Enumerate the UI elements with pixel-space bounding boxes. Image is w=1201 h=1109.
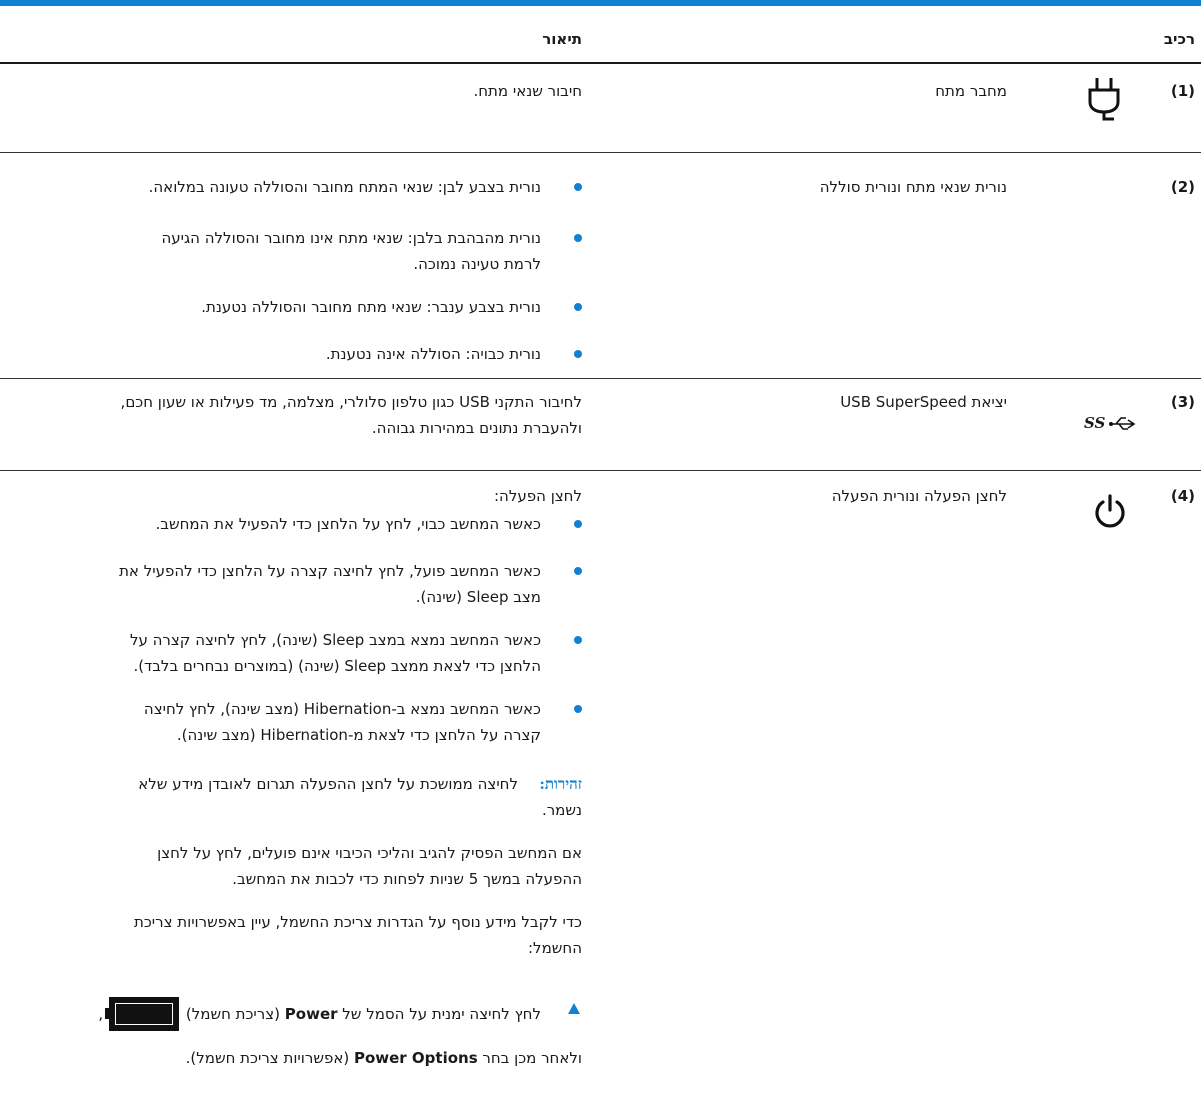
paragraph-text: ההפעלה במשך 5 שניות לפחות כדי לכבות את המחשב. [232, 870, 582, 888]
bullet-text: כאשר המחשב נמצא במצב Sleep (שינה), לחץ לחיצה קצרה על [129, 631, 541, 649]
usb-superspeed-icon [1084, 413, 1144, 435]
component-name: יציאת USB SuperSpeed [840, 393, 1007, 411]
paragraph-text: החשמל: [528, 939, 582, 957]
paragraph-text: אם המחשב הפסיק להגיב והליכי הכיבוי אינם פועלים, לחץ על לחצן [157, 844, 582, 862]
power-plug-icon [1088, 76, 1120, 122]
step-line-2 [186, 1045, 582, 1071]
caution-text: נשמר. [541, 801, 582, 819]
row-divider [0, 152, 1201, 153]
row-number: (1) [1170, 82, 1195, 100]
bullet-icon [574, 636, 582, 644]
step-bold-power: Power [284, 1005, 338, 1023]
row-number: (3) [1170, 393, 1195, 411]
caution-text: לחיצה ממושכת על לחצן ההפעלה תגרום לאובדן מידע שלא [138, 775, 518, 793]
caution-label: זהירות: [539, 775, 582, 793]
description-text: חיבור שנאי מתח. [473, 82, 582, 100]
bullet-text: קצרה על הלחצן כדי לצאת מ-Hibernation (מצב שינה). [176, 726, 541, 744]
bullet-text: כאשר המחשב נמצא ב-Hibernation (מצב שינה), לחץ לחיצה [143, 700, 541, 718]
header-divider [0, 62, 1201, 64]
step-bold-power-options: Power Options [353, 1049, 478, 1067]
paragraph-text: כדי לקבל מידע נוסף על הגדרות צריכת החשמל, עיין באפשרויות צריכת [133, 913, 582, 931]
description-text: ולהעברת נתונים במהירות גבוהה. [371, 419, 582, 437]
power-button-icon [1092, 493, 1128, 529]
component-name: מחבר מתח [935, 82, 1007, 100]
step-triangle-icon [568, 1003, 580, 1014]
step-text: (אפשרויות צריכת חשמל). [185, 1049, 354, 1067]
bullet-text: נורית מהבהבת בלבן: שנאי מתח אינו מחובר והסוללה הגיעה [161, 229, 541, 247]
component-name: לחצן הפעלה ונורית הפעלה [831, 487, 1007, 505]
row-divider [0, 378, 1201, 379]
usb-ss-label: SS [1084, 414, 1106, 432]
step-text: , [98, 1005, 104, 1023]
bullet-text: הלחצן כדי לצאת ממצב Sleep (שינה) (במוצרים נבחרים בלבד). [133, 657, 541, 675]
description-text: לחיבור התקני USB כגון טלפון סלולרי, מצלמה, מד פעילות או שעון חכם, [120, 393, 582, 411]
bullet-text: נורית כבויה: הסוללה אינה נטענת. [325, 345, 541, 363]
row-number: (2) [1170, 178, 1195, 196]
bullet-icon [574, 520, 582, 528]
step-text: לחץ לחיצה ימנית על הסמל של [337, 1005, 541, 1023]
row-number: (4) [1170, 487, 1195, 505]
bullet-text: מצב Sleep (שינה). [415, 588, 541, 606]
bullet-icon [574, 567, 582, 575]
description-intro: לחצן הפעלה: [493, 487, 582, 505]
header-description: תיאור [542, 30, 582, 48]
bullet-text: לרמת טעינה נמוכה. [413, 255, 541, 273]
bullet-text: כאשר המחשב כבוי, לחץ על הלחצן כדי להפעיל את המחשב. [155, 515, 541, 533]
bullet-text: נורית בצבע לבן: שנאי המתח מחובר והסוללה טעונה במלואה. [148, 178, 541, 196]
header-component: רכיב [1163, 30, 1195, 48]
top-accent-bar [0, 0, 1201, 6]
bullet-icon [574, 234, 582, 242]
row-divider [0, 470, 1201, 471]
bullet-icon [574, 183, 582, 191]
component-name: נורית שנאי מתח ונורית סוללה [819, 178, 1007, 196]
bullet-icon [574, 303, 582, 311]
step-text: ולאחר מכן בחר [477, 1049, 582, 1067]
bullet-text: כאשר המחשב פועל, לחץ לחיצה קצרה על הלחצן כדי להפעיל את [119, 562, 541, 580]
step-line-1 [98, 996, 541, 1032]
step-text: (צריכת חשמל) [181, 1005, 285, 1023]
battery-icon [105, 996, 179, 1032]
bullet-icon [574, 705, 582, 713]
bullet-icon [574, 350, 582, 358]
bullet-text: נורית בצבע ענבר: שנאי מתח מחובר והסוללה נטענת. [201, 298, 541, 316]
